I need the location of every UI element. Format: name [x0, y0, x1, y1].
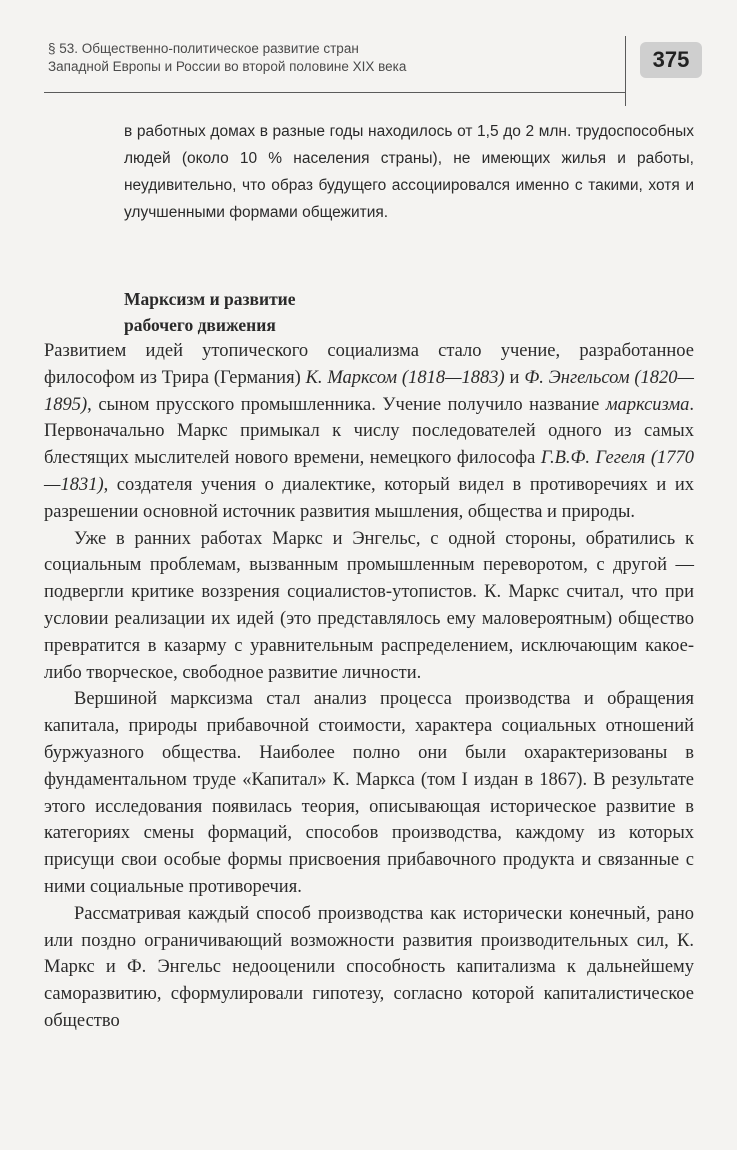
paragraph-4: Рассматривая каждый способ производства как исторически конечный, рано или поздно ограничивающий возможности развития производительных сил, К. Маркс и Ф. Энгельс недооценили способность капитализма к дальнейшему саморазвитию, сформулировали гипотезу, согласно которой капиталистическое общество	[44, 903, 694, 1031]
section-heading-line-2: рабочего движения	[124, 315, 276, 335]
page-header	[44, 36, 699, 106]
intro-paragraph-block	[124, 118, 694, 226]
intro-paragraph: в работных домах в разные годы находилось от 1,5 до 2 млн. трудоспособных людей (около 10 % населения страны), не имеющих жилья и работы, неудивительно, что образ будущего ассоциировался именно с такими, хотя и улучшенными формами общежития.	[124, 123, 694, 221]
body-text	[44, 338, 694, 1035]
running-head-line-2: Западной Европы и России во второй половине XIX века	[48, 59, 407, 74]
section-heading	[124, 286, 524, 338]
paragraph-1-emphasis-hegel: Г.В.Ф. Гегеля (1770—1831)	[44, 448, 694, 495]
page-number: 375	[640, 42, 702, 78]
paragraph-1-text-5: , создателя учения о диалектике, который видел в противоречиях и их разрешении основной источник развития мышления, общества и природы.	[44, 474, 694, 522]
running-head	[48, 40, 608, 76]
paragraph-1-emphasis-marxism: марксизма	[605, 394, 690, 415]
paragraph-1-text-4: . Первоначально Маркс примыкал к числу последователей одного из самых блестящих мыслителей нового времени, немецкого философа	[44, 394, 694, 469]
header-rule-vertical	[625, 36, 626, 106]
paragraph-1-text-3: , сыном прусского промышленника. Учение получило название	[87, 394, 606, 415]
paragraph-1-text-1: Развитием идей утопического социализма стало учение, разработанное философом из Трира (Германия)	[44, 341, 694, 388]
running-head-line-1: § 53. Общественно-политическое развитие стран	[48, 41, 359, 56]
paragraph-2: Уже в ранних работах Маркс и Энгельс, с одной стороны, обратились к социальным проблемам, вызванным промышленным переворотом, с другой — подвергли критике воззрения социалистов-утопистов. К. Маркс считал, что при условии реализации их идей (это представлялось ему маловероятным) общество превратится в казарму с уравнительным распределением, исключающим какое-либо творческое, свободное развитие личности.	[44, 528, 694, 683]
header-rule-horizontal	[44, 92, 626, 93]
section-heading-line-1: Марксизм и развитие	[124, 289, 296, 309]
paragraph-3: Вершиной марксизма стал анализ процесса производства и обращения капитала, природы прибавочной стоимости, характера социальных отношений буржуазного общества. Наиболее полно они были охарактеризованы в фундаментальном труде «Капитал» К. Маркса (том I издан в 1867). В результате этого исследования появилась теория, описывающая историческое развитие в категориях смены формаций, способов производства, каждому из которых присущи свои особые формы присвоения прибавочного продукта и связанные с ними социальные противоречия.	[44, 689, 694, 897]
paragraph-1-emphasis-engels: Ф. Энгельсом (1820—1895)	[44, 367, 694, 415]
paragraph-1-text-2: и	[504, 367, 525, 388]
paragraph-1-emphasis-marx: К. Марксом (1818—1883)	[305, 367, 505, 388]
paragraph-1	[44, 338, 694, 526]
